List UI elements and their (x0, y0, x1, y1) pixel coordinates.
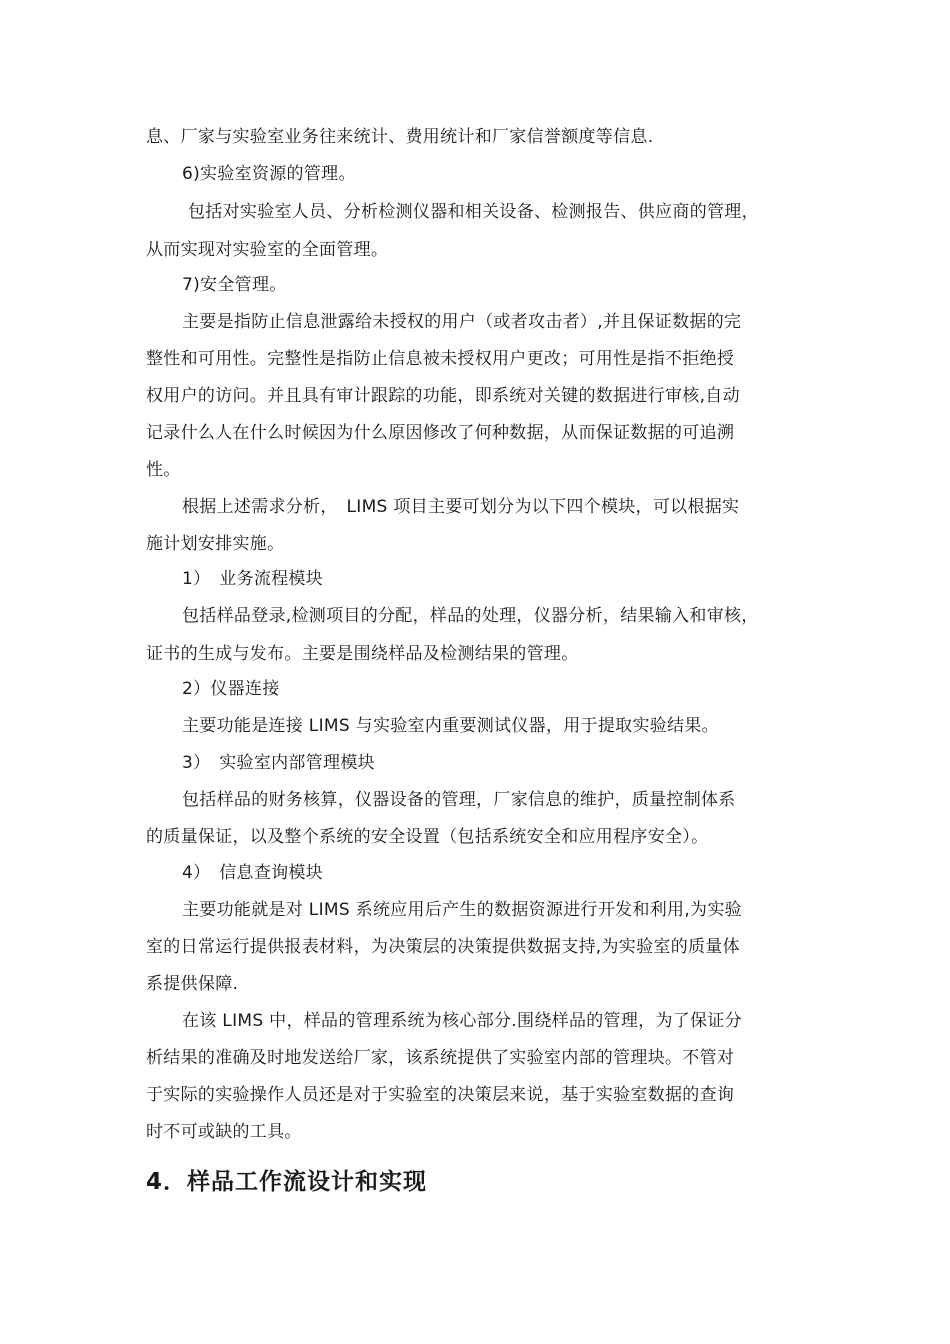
text-line: 从而实现对实验室的全面管理。 (146, 240, 389, 260)
text-line: 整性和可用性。完整性是指防止信息被未授权用户更改；可用性是指不拒绝授 (146, 349, 735, 369)
text-line: 主要是指防止信息泄露给未授权的用户（或者攻击者）,并且保证数据的完 (182, 312, 742, 332)
module-heading-3: 3） 实验室内部管理模块 (182, 753, 375, 773)
text-line: 记录什么人在什么时候因为什么原因修改了何种数据，从而保证数据的可追溯 (146, 423, 735, 443)
section-heading-security: 7)安全管理。 (182, 275, 287, 295)
module-heading-4: 4） 信息查询模块 (182, 863, 324, 883)
module-heading-1: 1） 业务流程模块 (182, 569, 324, 589)
text-line: 包括对实验室人员、分析检测仪器和相关设备、检测报告、供应商的管理， (188, 202, 759, 222)
text-line: 息、厂家与实验室业务往来统计、费用统计和厂家信誉额度等信息. (146, 127, 654, 147)
section-heading-resources: 6)实验室资源的管理。 (182, 164, 356, 184)
text-line: 包括样品的财务核算，仪器设备的管理，厂家信息的维护，质量控制体系 (182, 790, 736, 810)
text-line: 证书的生成与发布。主要是围绕样品及检测结果的管理。 (146, 644, 579, 664)
text-line: 包括样品登录,检测项目的分配，样品的处理，仪器分析，结果输入和审核， (182, 606, 759, 626)
text-line: 主要功能就是对 LIMS 系统应用后产生的数据资源进行开发和利用,为实验 (182, 900, 742, 920)
section-heading: 4．样品工作流设计和实现 (146, 1169, 428, 1195)
text-line: 性。 (146, 460, 181, 480)
text-line: 施计划安排实施。 (146, 534, 285, 554)
text-line: 权用户的访问。并且具有审计跟踪的功能，即系统对关键的数据进行审核,自动 (146, 386, 740, 406)
text-line: 主要功能是连接 LIMS 与实验室内重要测试仪器，用于提取实验结果。 (182, 716, 719, 736)
text-line: 在该 LIMS 中，样品的管理系统为核心部分.围绕样品的管理，为了保证分 (182, 1011, 742, 1031)
text-line: 系提供保障. (146, 974, 239, 994)
text-line: 析结果的准确及时地发送给厂家，该系统提供了实验室内部的管理块。不管对 (146, 1048, 735, 1068)
text-line: 根据上述需求分析， LIMS 项目主要可划分为以下四个模块，可以根据实 (182, 497, 740, 517)
text-line: 的质量保证，以及整个系统的安全设置（包括系统安全和应用程序安全）。 (146, 827, 709, 847)
text-line: 室的日常运行提供报表材料，为决策层的决策提供数据支持,为实验室的质量体 (146, 937, 740, 957)
text-line: 于实际的实验操作人员还是对于实验室的决策层来说，基于实验室数据的查询 (146, 1085, 735, 1105)
text-line: 时不可或缺的工具。 (146, 1122, 302, 1142)
module-heading-2: 2）仪器连接 (182, 679, 280, 699)
